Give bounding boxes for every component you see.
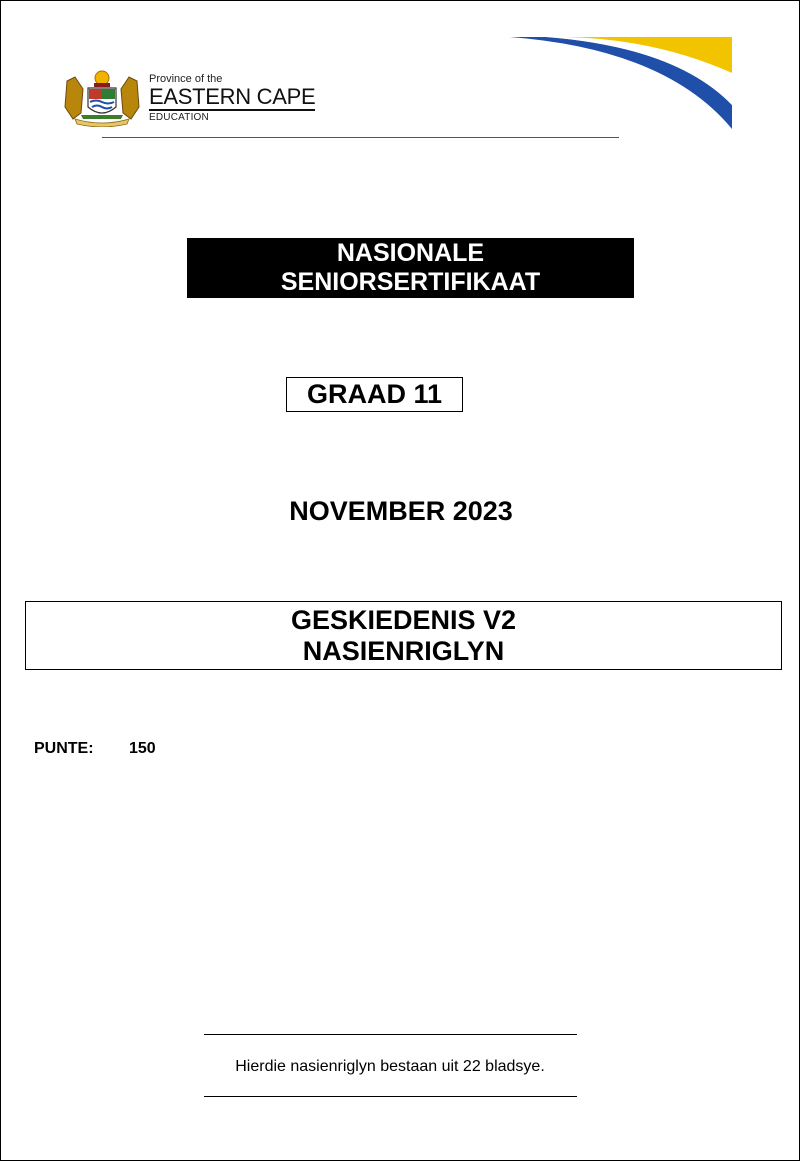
- subject-title-line1: GESKIEDENIS V2: [290, 604, 517, 635]
- logo-province-label: Province of the: [149, 73, 223, 85]
- coat-of-arms-icon: [61, 67, 143, 127]
- eastern-cape-education-logo: [61, 67, 321, 129]
- grade-box: GRAAD 11: [286, 377, 463, 412]
- logo-department: EDUCATION: [149, 112, 209, 123]
- certificate-title-banner: [187, 238, 634, 298]
- footer-divider-top: [204, 1034, 577, 1035]
- exam-date: NOVEMBER 2023: [289, 496, 513, 526]
- footer-divider-bottom: [204, 1096, 577, 1097]
- certificate-title-line2: SENIORSERTIFIKAAT: [280, 268, 541, 296]
- logo-wordmark: [149, 73, 319, 124]
- marks-label: PUNTE:: [34, 740, 94, 757]
- header-divider: [102, 137, 619, 138]
- logo-province-name: EASTERN CAPE: [149, 84, 316, 109]
- certificate-title-line1: NASIONALE: [336, 239, 485, 267]
- page-count-note: Hierdie nasienriglyn bestaan uit 22 bladsye.: [235, 1058, 545, 1075]
- blue-yellow-swoosh-graphic: [506, 35, 734, 133]
- subject-title-line2: NASIENRIGLYN: [302, 635, 505, 666]
- marks-value: 150: [129, 740, 156, 757]
- subject-title-box: [25, 601, 782, 670]
- marks-total: [34, 740, 156, 758]
